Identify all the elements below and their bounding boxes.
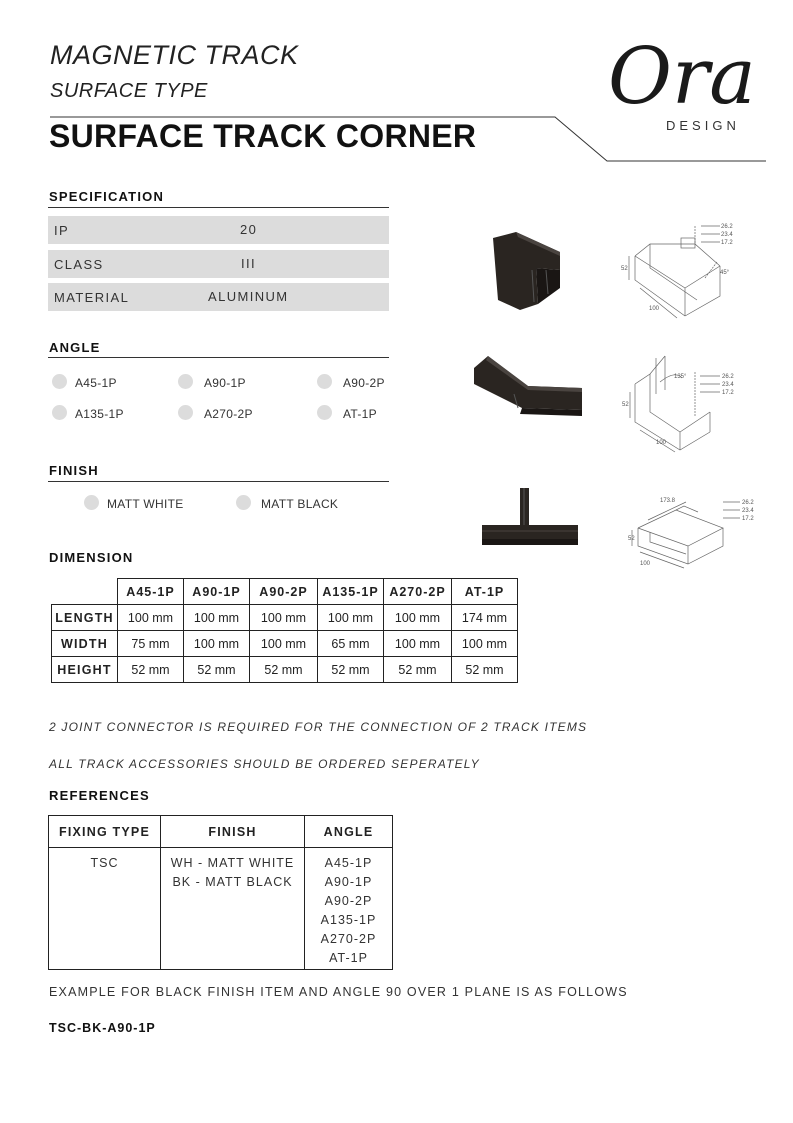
dimension-cell: 100 mm xyxy=(118,605,184,631)
header-line-2: SURFACE TYPE xyxy=(50,80,208,102)
dim-label: 17.2 xyxy=(742,516,754,522)
dimension-row-label: LENGTH xyxy=(52,605,118,631)
references-angle-value: A135-1P xyxy=(320,913,377,927)
page-title: SURFACE TRACK CORNER xyxy=(49,118,477,154)
technical-drawing-a135 xyxy=(620,352,765,457)
angle-radio-a90-1p[interactable] xyxy=(178,374,193,389)
dimension-cell: 100 mm xyxy=(250,605,318,631)
dimension-cell: 100 mm xyxy=(384,631,452,657)
dimension-cell: 52 mm xyxy=(452,657,518,683)
technical-drawing-a45 xyxy=(615,218,760,326)
references-heading: REFERENCES xyxy=(49,788,150,803)
product-image-t-connector xyxy=(478,485,583,550)
dimension-cell: 52 mm xyxy=(118,657,184,683)
references-angle-value: AT-1P xyxy=(329,951,368,965)
dimension-cell: 100 mm xyxy=(318,605,384,631)
dim-label: 100 xyxy=(649,306,660,312)
spec-value: III xyxy=(241,256,257,271)
references-col-header: FIXING TYPE xyxy=(49,816,161,848)
dim-label: 17.2 xyxy=(721,240,733,246)
spec-label: CLASS xyxy=(54,257,104,272)
finish-rule xyxy=(48,481,389,482)
dim-label: 26.2 xyxy=(721,224,733,230)
angle-label-a90-1p: A90-1P xyxy=(204,376,246,390)
note-accessories: ALL TRACK ACCESSORIES SHOULD BE ORDERED SEPERATELY xyxy=(49,757,480,771)
angle-heading: ANGLE xyxy=(49,340,101,355)
dimension-cell: 65 mm xyxy=(318,631,384,657)
dimension-col-header: A45-1P xyxy=(118,579,184,605)
header-line-1: MAGNETIC TRACK xyxy=(50,40,299,70)
dimension-heading: DIMENSION xyxy=(49,550,134,565)
dim-label: 173.8 xyxy=(660,498,676,504)
dimension-cell: 52 mm xyxy=(250,657,318,683)
angle-label-at-1p: AT-1P xyxy=(343,407,377,421)
references-angle-value: A45-1P xyxy=(324,856,373,870)
table-row xyxy=(52,631,518,657)
dim-label: 45° xyxy=(720,270,730,276)
dimension-corner-cell xyxy=(52,579,118,605)
angle-rule xyxy=(48,357,389,358)
angle-label-a135-1p: A135-1P xyxy=(75,407,124,421)
angle-radio-a45-1p[interactable] xyxy=(52,374,67,389)
dim-label: 26.2 xyxy=(742,500,754,506)
finish-label-matt-black: MATT BLACK xyxy=(261,497,339,511)
references-header-row xyxy=(49,816,393,848)
spec-label: MATERIAL xyxy=(54,290,130,305)
dim-label: 52 xyxy=(622,402,629,408)
angle-label-a45-1p: A45-1P xyxy=(75,376,117,390)
technical-drawing-at xyxy=(628,490,763,570)
dimension-cell: 75 mm xyxy=(118,631,184,657)
references-angle-cell xyxy=(305,848,393,970)
dim-label: 52 xyxy=(621,266,628,272)
product-image-a90-corner xyxy=(488,230,568,312)
dim-label: 135° xyxy=(674,374,687,380)
references-finish-value: BK - MATT BLACK xyxy=(172,875,293,889)
dim-label: 17.2 xyxy=(722,390,734,396)
example-code: TSC-BK-A90-1P xyxy=(49,1021,156,1035)
references-finish-cell xyxy=(161,848,305,970)
dim-label: 52 xyxy=(628,536,635,542)
finish-heading: FINISH xyxy=(49,463,99,478)
dimension-col-header: AT-1P xyxy=(452,579,518,605)
example-text: EXAMPLE FOR BLACK FINISH ITEM AND ANGLE 90 OVER 1 PLANE IS AS FOLLOWS xyxy=(49,985,628,999)
angle-radio-at-1p[interactable] xyxy=(317,405,332,420)
dimension-cell: 52 mm xyxy=(384,657,452,683)
dim-label: 26.2 xyxy=(722,374,734,380)
dimension-cell: 174 mm xyxy=(452,605,518,631)
dim-label: 100 xyxy=(640,561,651,567)
dimension-table xyxy=(51,578,518,683)
product-image-a135-corner xyxy=(470,350,585,422)
spec-label: IP xyxy=(54,223,70,238)
dimension-col-header: A90-2P xyxy=(250,579,318,605)
dimension-cell: 100 mm xyxy=(184,631,250,657)
dimension-cell: 100 mm xyxy=(384,605,452,631)
spec-row-class xyxy=(48,250,389,278)
finish-label-matt-white: MATT WHITE xyxy=(107,497,184,511)
references-col-header: ANGLE xyxy=(305,816,393,848)
references-fixing-value: TSC xyxy=(90,856,119,870)
dimension-col-header: A270-2P xyxy=(384,579,452,605)
table-row xyxy=(52,605,518,631)
spec-row-material xyxy=(48,283,389,311)
references-col-header: FINISH xyxy=(161,816,305,848)
references-angle-value: A270-2P xyxy=(320,932,377,946)
angle-label-a270-2p: A270-2P xyxy=(204,407,253,421)
specification-heading: SPECIFICATION xyxy=(49,189,165,204)
dimension-cell: 100 mm xyxy=(184,605,250,631)
dim-label: 100 xyxy=(656,440,667,446)
dim-label: 23.4 xyxy=(722,382,734,388)
spec-row-ip xyxy=(48,216,389,244)
spec-value: 20 xyxy=(240,222,258,237)
dimension-col-header: A90-1P xyxy=(184,579,250,605)
dimension-col-header: A135-1P xyxy=(318,579,384,605)
references-finish-value: WH - MATT WHITE xyxy=(170,856,295,870)
svg-text:Ora: Ora xyxy=(608,32,756,118)
note-connector: 2 JOINT CONNECTOR IS REQUIRED FOR THE CONNECTION OF 2 TRACK ITEMS xyxy=(49,720,588,734)
logo-subtitle: DESIGN xyxy=(666,118,740,133)
dimension-cell: 100 mm xyxy=(250,631,318,657)
dimension-cell: 52 mm xyxy=(184,657,250,683)
references-angle-value: A90-2P xyxy=(324,894,373,908)
dim-label: 23.4 xyxy=(742,508,754,514)
logo-script-mark xyxy=(600,18,770,118)
specification-rule xyxy=(48,207,389,208)
dimension-header-row xyxy=(52,579,518,605)
references-table xyxy=(48,815,393,970)
table-row xyxy=(52,657,518,683)
finish-radio-matt-black[interactable] xyxy=(236,495,251,510)
dimension-row-label: HEIGHT xyxy=(52,657,118,683)
table-row xyxy=(49,848,393,970)
references-fixing-cell xyxy=(49,848,161,970)
finish-radio-matt-white[interactable] xyxy=(84,495,99,510)
dimension-cell: 100 mm xyxy=(452,631,518,657)
angle-radio-a270-2p[interactable] xyxy=(178,405,193,420)
angle-label-a90-2p: A90-2P xyxy=(343,376,385,390)
spec-value: ALUMINUM xyxy=(208,289,289,304)
angle-radio-a135-1p[interactable] xyxy=(52,405,67,420)
dim-label: 23.4 xyxy=(721,232,733,238)
dimension-cell: 52 mm xyxy=(318,657,384,683)
angle-radio-a90-2p[interactable] xyxy=(317,374,332,389)
references-angle-value: A90-1P xyxy=(324,875,373,889)
dimension-row-label: WIDTH xyxy=(52,631,118,657)
logo xyxy=(600,18,770,140)
